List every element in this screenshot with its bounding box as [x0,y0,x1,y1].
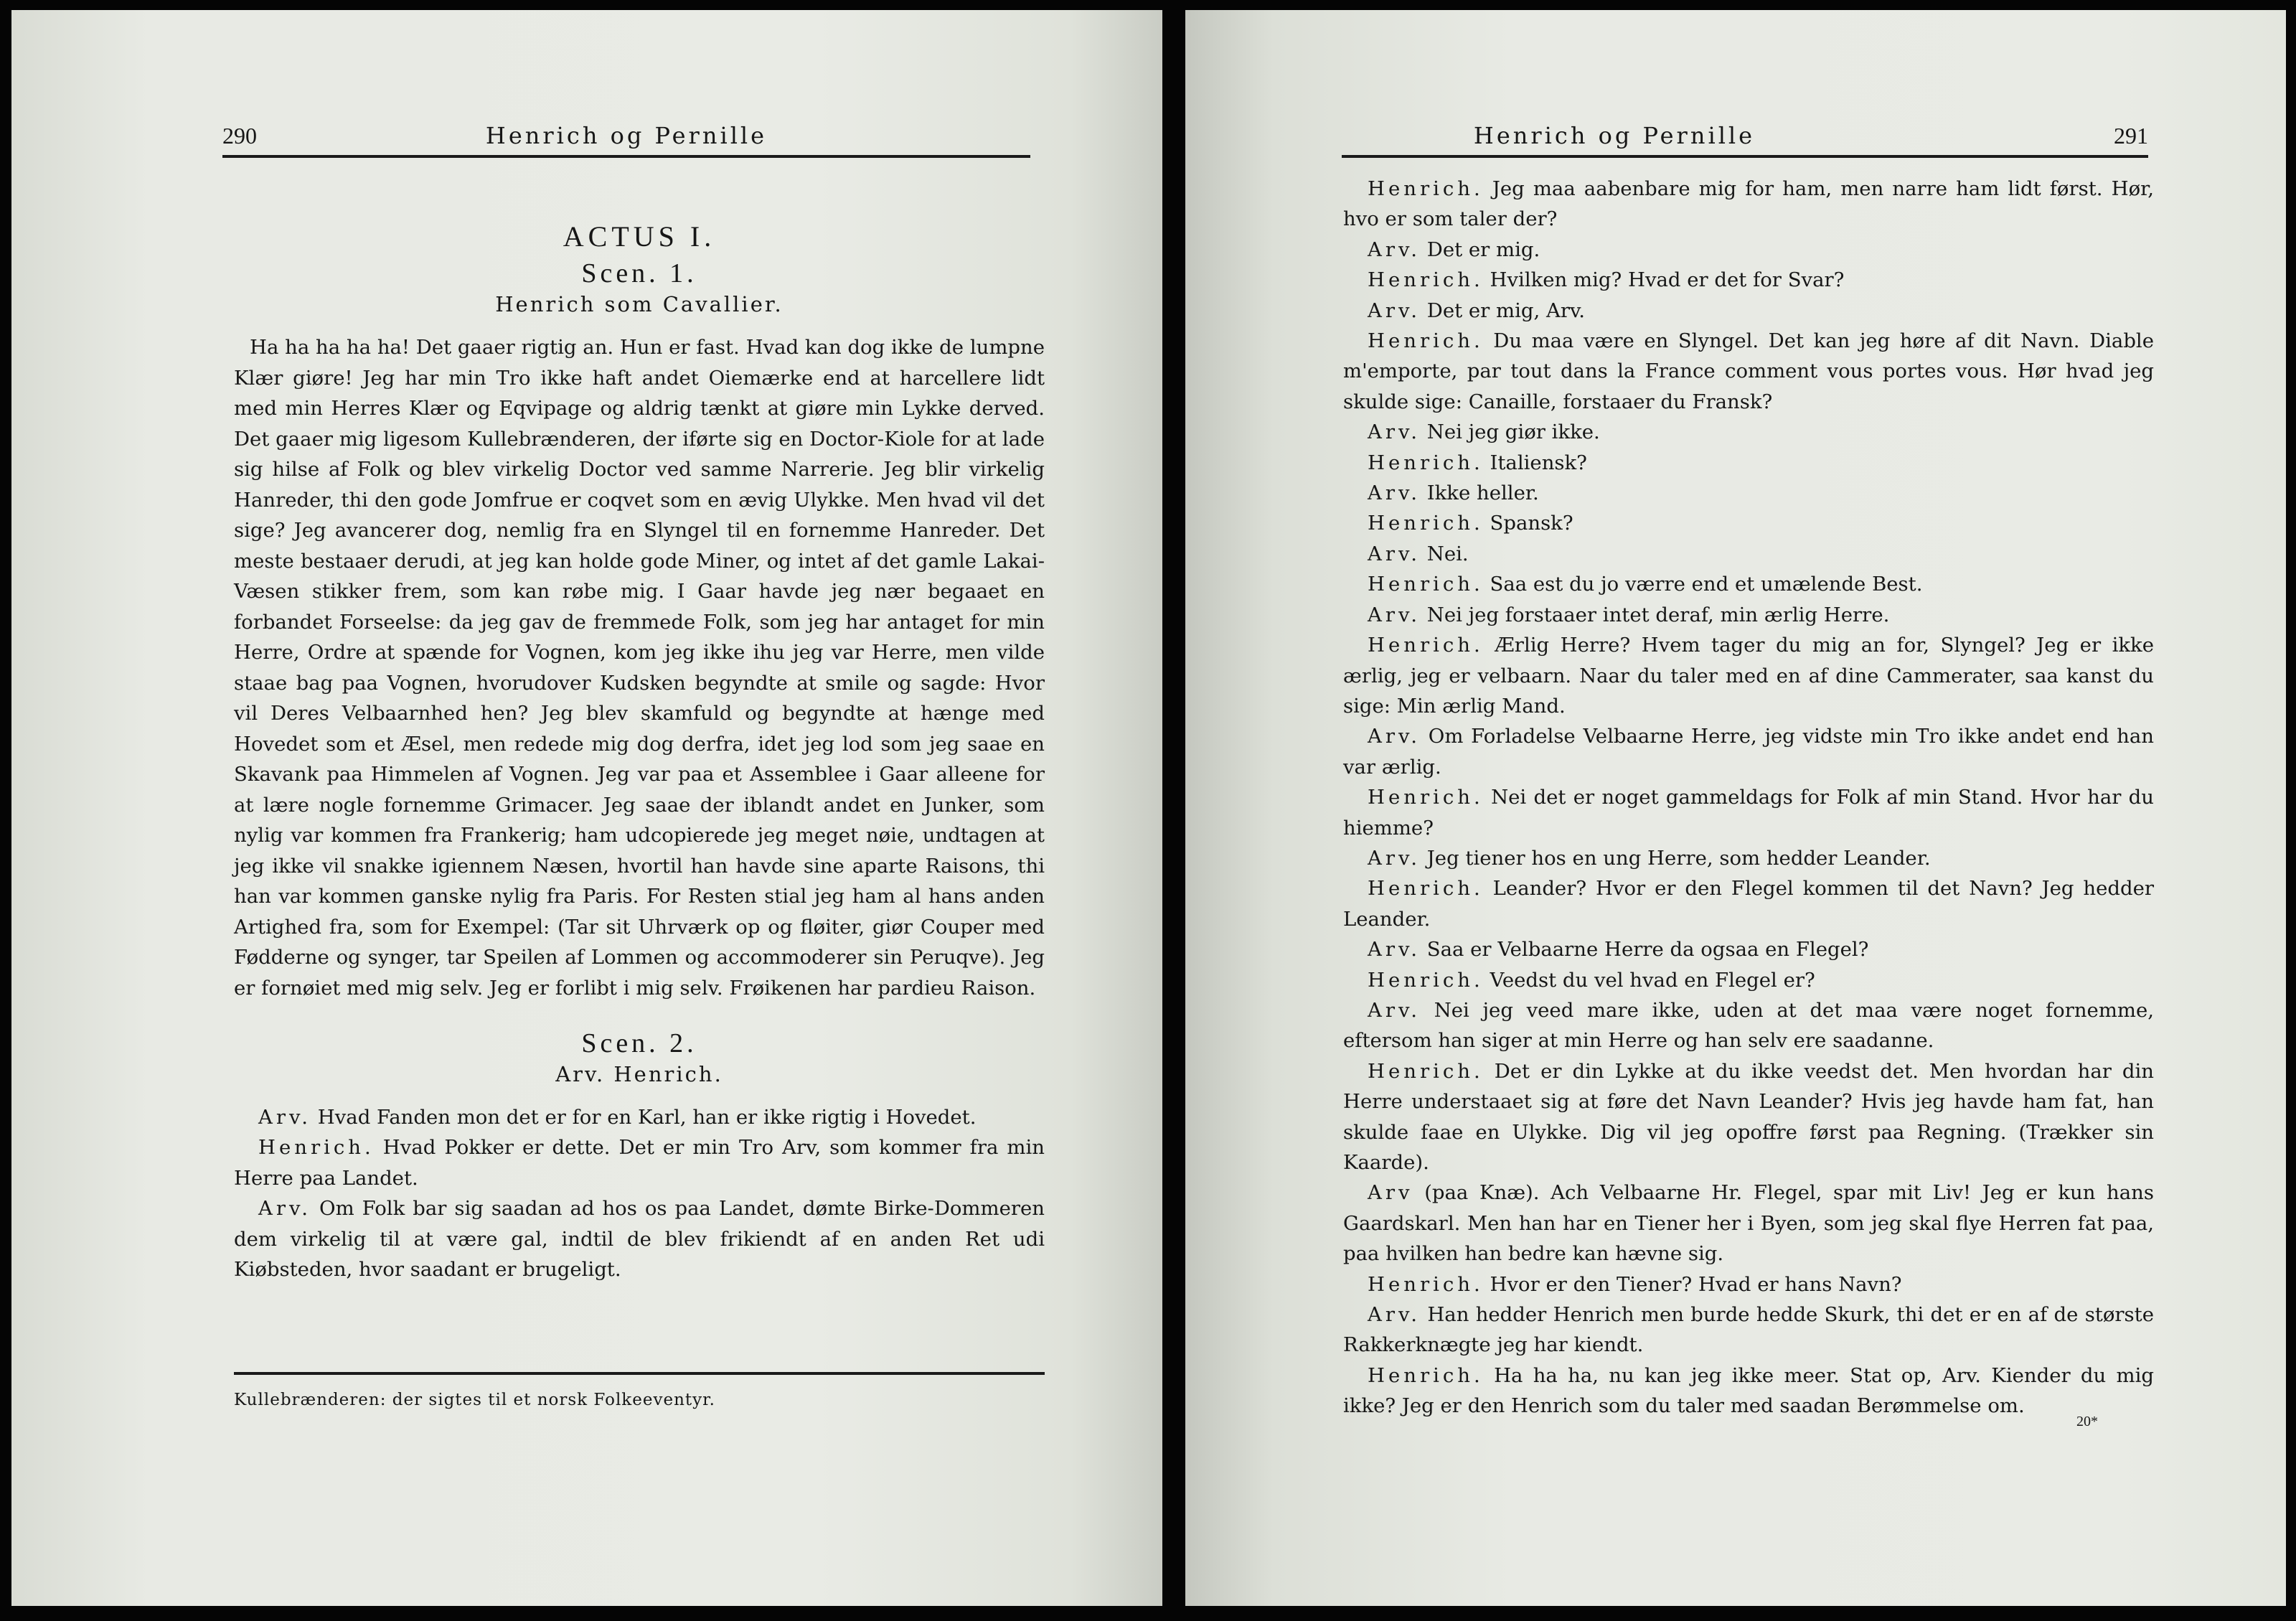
dialogue-line [1343,843,2154,873]
speech-text: Jeg maa aabenbare mig for ham, men narre ham lidt først. Hør, hvo er som taler der? [1343,177,2154,231]
speaker-name: Arv. [1368,725,1421,748]
dialogue-line [1343,508,2154,538]
right-page [1185,10,2286,1606]
dialogue-line [1343,569,2154,599]
speaker-name: Henrich. [1368,268,1484,292]
dialogue-line [1343,965,2154,995]
speech-text: Saa er Velbaarne Herre da ogsaa en Flegel? [1426,938,1869,962]
speaker-name: Henrich. [1368,1272,1484,1296]
dialogue-line [1343,630,2154,721]
scene-2-dialogue [234,1102,1045,1284]
speaker-name: Henrich. [1368,1059,1484,1083]
speech-text: Nei jeg forstaaer intet deraf, min ærlig Herre. [1426,603,1890,626]
speaker-name: Henrich. [1368,968,1484,992]
speech-text: Italiensk? [1490,451,1587,474]
dialogue-line [1343,235,2154,265]
dialogue-line [1343,265,2154,295]
speaker-name: Arv. [258,1197,312,1221]
speech-text: Det er mig. [1426,238,1540,261]
speech-text: Han hedder Henrich men burde hedde Skurk, thi det er en af de største Rakkerknægte jeg har kiendt. [1343,1303,2154,1357]
speech-text: Spansk? [1490,512,1573,535]
scene-2-characters: Arv. Henrich. [555,1062,723,1086]
speech-text: Veedst du vel hvad en Flegel er? [1490,968,1815,992]
speech-text: Nei jeg giør ikke. [1426,420,1600,444]
dialogue-line [1343,417,2154,447]
page-number: 290 [222,123,257,149]
dialogue-line [1343,1269,2154,1300]
dialogue-line [1343,1300,2154,1361]
speaker-name: Henrich. [1368,451,1484,474]
dialogue-line [1343,995,2154,1056]
speaker-name: Arv. [1368,299,1421,322]
page-header-right [1342,118,2148,158]
page-number: 291 [2114,123,2148,149]
right-dialogue [1343,174,2154,1422]
speaker-name: Henrich. [1368,573,1484,596]
speech-text: Nei jeg veed mare ikke, uden at det maa være noget fornemme, eftersom han siger at min Herre og han selv ere saadanne. [1343,998,2154,1053]
dialogue-line [1343,782,2154,843]
speaker-name: Arv [1368,1181,1413,1205]
speaker-name: Arv. [1368,603,1421,626]
dialogue-line [1343,600,2154,630]
speaker-name: Henrich. [258,1136,375,1160]
speaker-name: Arv. [1368,481,1421,505]
speech-text: Hvad Fanden mon det er for en Karl, han er ikke rigtig i Hovedet. [317,1106,977,1129]
signature-mark: 20* [2076,1414,2098,1429]
page-header-left [222,118,1030,158]
speaker-name: Arv. [1368,938,1421,962]
speaker-name: Arv. [1368,1303,1421,1327]
speaker-name: Henrich. [1368,177,1484,200]
speech-text: Det er din Lykke at du ikke veedst det. Men hvordan har din Herre understaaet sig at føre det Navn Leander? Hvis jeg havde ham fat, han skulde faae en Ulykke. Dig vil jeg opoffre først paa Regning. (Trækker sin Kaarde). [1343,1059,2154,1174]
speaker-name: Henrich. [1368,786,1484,809]
speech-text: Ha ha ha, nu kan jeg ikke meer. Stat op, Arv. Kiender du mig ikke? Jeg er den Henrich som du taler med saadan Berømmelse om. [1343,1363,2154,1418]
speech-text: Hvilken mig? Hvad er det for Svar? [1490,268,1845,292]
speech-text: Ærlig Herre? Hvem tager du mig an for, Slyngel? Jeg er ikke ærlig, jeg er velbaarn. Naar du taler med en af dine Cammerater, saa kanst du sige: Min ærlig Mand. [1343,634,2154,718]
footnote: Kullebrænderen: der sigtes til et norsk Folkeeventyr. [234,1391,715,1409]
speaker-name: Henrich. [1368,329,1484,353]
speaker-name: Arv. [1368,420,1421,444]
speech-text: Nei. [1426,542,1469,565]
dialogue-line [1343,174,2154,235]
act-heading: ACTUS I. [563,220,716,253]
speech-text: Hvor er den Tiener? Hvad er hans Navn? [1490,1272,1902,1296]
speaker-name: Arv. [1368,542,1421,565]
dialogue-line [234,1193,1045,1284]
dialogue-line [1343,539,2154,569]
scene-2-heading: Scen. 2. [581,1028,697,1058]
dialogue-line [234,1132,1045,1193]
scene-1-monologue: Ha ha ha ha ha! Det gaaer rigtig an. Hun er fast. Hvad kan dog ikke de lumpne Klær giøre! Jeg har min Tro ikke haft andet Oiemærke end at harcellere lidt med min Herres Klær og Eqvipage og aldrig tænkt at giøre min Lykke derved. Det gaaer mig ligesom Kullebrænderen, der iførte sig en Doctor-Kiole for at lade sig hilse af Folk og blev virkelig Doctor ved samme Narrerie. Jeg blir virkelig Hanreder, thi den gode Jomfrue er coqvet som en ævig Ulykke. Men hvad vil det sige? Jeg avancerer dog, nemlig fra en Slyngel til en fornemme Hanreder. Det meste bestaaer derudi, at jeg kan holde gode Miner, og intet af det gamle Lakai-Væsen stikker frem, som kan røbe mig. I Gaar havde jeg nær begaaet en forbandet Forseelse: da jeg gav de fremmede Folk, som jeg har antaget for min Herre, Ordre at spænde for Vognen, kom jeg ikke ihu jeg var Herre, men vilde staae bag paa Vognen, hvorudover Kudsken begyndte at smile og sagde: Hvor vil Deres Velbaarnhed hen? Jeg blev skamfuld og begyndte at hænge med Hovedet som et Æsel, men redede mig dog derfra, idet jeg lod som jeg saae en Skavank paa Himmelen af Vognen. Jeg var paa et Assemblee i Gaar alleene for at lære nogle fornemme Grimacer. Jeg saae der iblandt andet en Junker, som nylig var kommen fra Frankerig; ham udcopierede jeg meget nøie, undtagen at jeg ikke vil snakke igiennem Næsen, hvortil han havde sine aparte Raisons, thi han var kommen ganske nylig fra Paris. For Resten stial jeg ham al hans anden Artighed fra, som for Exempel: (Tar sit Uhrværk op og fløiter, giør Couper med Fødderne og synger, tar Speilen af Lommen og accommoderer sin Peruqve). Jeg er fornøiet med mig selv. Jeg er forlibt i mig selv. Frøikenen har pardieu Raison. [234,336,1045,1000]
left-page [11,10,1162,1606]
dialogue-line [1343,873,2154,934]
dialogue-line [1343,478,2154,508]
speaker-name: Arv. [1368,846,1421,870]
speech-text: Om Folk bar sig saadan ad hos os paa Landet, dømte Birke-Dommeren dem virkelig til at være gal, indtil de blev frikiendt af en anden Ret udi Kiøbsteden, hvor saadant er brugeligt. [234,1197,1045,1282]
speech-text: Saa est du jo værre end et umælende Best. [1490,573,1923,596]
dialogue-line [234,1102,1045,1132]
speaker-name: Arv. [258,1106,312,1129]
dialogue-line [1343,448,2154,478]
dialogue-line [1343,296,2154,326]
scene-1-characters: Henrich som Cavallier. [495,292,784,316]
speaker-name: Henrich. [1368,1363,1484,1387]
dialogue-line [1343,1056,2154,1178]
speaker-name: Henrich. [1368,634,1484,657]
speech-text: Om Forladelse Velbaarne Herre, jeg vidste min Tro ikke andet end han var ærlig. [1343,725,2155,779]
speaker-name: Arv. [1368,238,1421,261]
speaker-name: Henrich. [1368,512,1484,535]
speech-text: Leander? Hvor er den Flegel kommen til det Navn? Jeg hedder Leander. [1343,877,2154,931]
speech-text: Jeg tiener hos en ung Herre, som hedder Leander. [1426,846,1931,870]
speech-text: Nei det er noget gammeldags for Folk af min Stand. Hvor har du hiemme? [1343,786,2154,840]
left-body [234,211,1045,1284]
scene-1-heading: Scen. 1. [581,258,697,288]
dialogue-line [1343,934,2154,964]
speaker-name: Henrich. [1368,877,1484,901]
dialogue-line [1343,1361,2154,1422]
dialogue-line [1343,721,2154,782]
speech-text: (paa Knæ). Ach Velbaarne Hr. Flegel, spar mit Liv! Jeg er kun hans Gaardskarl. Men han har en Tiener her i Byen, som jeg skal flye Herren fat paa, paa hvilken han bedre kan hævne sig. [1343,1181,2154,1266]
speech-text: Du maa være en Slyngel. Det kan jeg høre af dit Navn. Diable m'emporte, par tout dans la France comment vous portes vous. Hør hvad jeg skulde sige: Canaille, forstaaer du Fransk? [1343,329,2154,413]
speech-text: Hvad Pokker er dette. Det er min Tro Arv, som kommer fra min Herre paa Landet. [234,1136,1045,1190]
speaker-name: Arv. [1368,998,1421,1022]
running-head: Henrich og Pernille [1473,122,1756,149]
speech-text: Det er mig, Arv. [1426,299,1586,322]
dialogue-line [1343,326,2154,417]
speech-text: Ikke heller. [1426,481,1539,505]
dialogue-line [1343,1178,2154,1269]
running-head: Henrich og Pernille [485,122,768,149]
footnote-rule [234,1372,1045,1375]
